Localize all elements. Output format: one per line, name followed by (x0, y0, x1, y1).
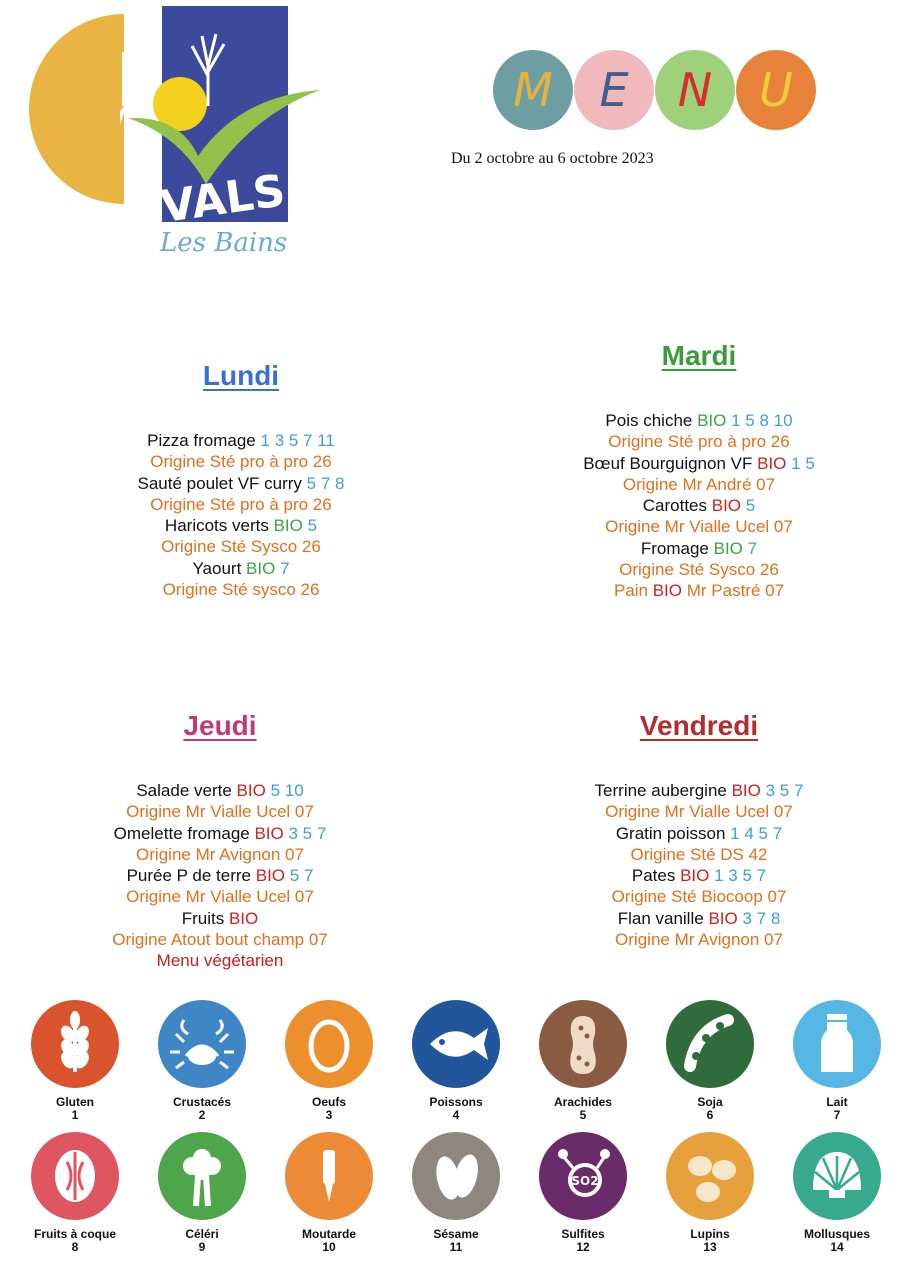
menu-letter-n (655, 50, 735, 130)
bio-badge: BIO (757, 453, 787, 473)
origin-text: Origine Mr Vialle Ucel 07 (126, 887, 314, 907)
fish-icon (412, 1000, 500, 1088)
allergen-item (20, 1000, 130, 1122)
menu-line (10, 844, 430, 865)
dish-name: Sauté poulet VF curry (137, 473, 302, 493)
soy-icon (666, 1000, 754, 1088)
dish-name: Fruits (181, 908, 225, 928)
allergen-item (147, 1000, 257, 1122)
dish-name: Pates (631, 866, 676, 886)
menu-line (10, 908, 430, 929)
dish-name: Gratin poisson (615, 823, 726, 843)
menu-line (489, 886, 905, 907)
date-range: Du 2 octobre au 6 octobre 2023 (451, 150, 654, 167)
origin-text: Origine Sté Biocoop 07 (611, 887, 787, 907)
allergen-number: 8 (71, 1240, 79, 1254)
menu-line (31, 558, 451, 579)
logo-text: VALS (157, 165, 289, 234)
menu-line (489, 780, 905, 801)
allergen-numbers: 5 (307, 516, 318, 536)
day-title: Vendredi (639, 710, 759, 741)
allergen-item (782, 1000, 892, 1122)
nut-icon (31, 1132, 119, 1220)
origin-text: Origine Mr Avignon 07 (615, 930, 783, 950)
allergen-numbers: 3 5 7 (288, 823, 327, 843)
origin-text: Origine Mr Avignon 07 (136, 844, 304, 864)
bio-badge: BIO (228, 908, 259, 928)
menu-line (489, 801, 905, 822)
allergen-name: Fruits à coque (33, 1227, 116, 1241)
allergen-item (401, 1000, 511, 1122)
allergen-item (274, 1000, 384, 1122)
crab-icon (158, 1000, 246, 1088)
menu-lines (10, 780, 430, 972)
menu-line (489, 538, 905, 559)
menu-line (489, 865, 905, 886)
menu-line (31, 494, 451, 515)
origin-text: Origine Sté pro à pro 26 (150, 494, 332, 514)
allergen-name: Moutarde (302, 1227, 356, 1241)
origin-text: Origine Mr Vialle Ucel 07 (126, 802, 314, 822)
allergen-numbers: 1 5 (791, 453, 815, 473)
dish-name: Terrine aubergine (594, 781, 727, 800)
bio-badge: BIO (236, 781, 266, 800)
allergen-number: 2 (198, 1108, 206, 1122)
menu-letter-u (736, 50, 816, 130)
origin-text: Mr Pastré 07 (686, 581, 785, 601)
origin-text: Origine Sté pro à pro 26 (608, 432, 790, 452)
menu-lines (31, 430, 451, 600)
allergen-name: Sésame (433, 1227, 479, 1241)
allergen-name: Gluten (56, 1095, 94, 1109)
menu-line (10, 865, 430, 886)
bio-badge: BIO (652, 581, 682, 601)
day-title: Lundi (202, 360, 280, 391)
origin-text: Origine Mr André 07 (622, 474, 776, 494)
menu-line (489, 431, 905, 452)
menu-letter: N (677, 63, 713, 117)
allergen-number: 3 (325, 1108, 333, 1122)
menu-line (10, 780, 430, 801)
menu-line (489, 474, 905, 495)
allergen-item (147, 1132, 257, 1254)
allergen-name: Lait (826, 1095, 848, 1109)
origin-text: Origine Sté pro à pro 26 (150, 452, 332, 472)
allergen-name: Soja (697, 1095, 723, 1109)
origin-text: Origine Sté Sysco 26 (161, 537, 321, 557)
dish-name: Yaourt (192, 558, 242, 578)
menu-line (10, 886, 430, 907)
plate-logo-icon (12, 14, 124, 204)
allergen-numbers: 5 10 (270, 781, 304, 800)
bio-badge: BIO (731, 781, 761, 800)
menu-letter: E (599, 63, 629, 117)
dish-name: Carottes (642, 496, 707, 516)
logo-subtitle: Les Bains (160, 228, 288, 258)
allergen-number: 6 (706, 1108, 714, 1122)
origin-text: Origine Sté sysco 26 (162, 580, 320, 600)
origin-text: Origine Sté DS 42 (630, 844, 768, 864)
bio-badge: BIO (697, 411, 727, 430)
allergen-numbers: 5 7 8 (306, 473, 345, 493)
allergen-number: 10 (322, 1240, 336, 1254)
dish-name: Haricots verts (164, 516, 269, 536)
vegetarian-note: Menu végétarien (156, 951, 284, 971)
dish-name: Pizza fromage (147, 431, 256, 450)
allergen-numbers: 1 3 5 7 (714, 866, 767, 886)
menu-letter: M (513, 63, 553, 117)
day-title: Mardi (661, 340, 737, 371)
mustard-icon (285, 1132, 373, 1220)
dish-name: Omelette fromage (113, 823, 250, 843)
allergen-number: 13 (703, 1240, 717, 1254)
allergen-number: 5 (579, 1108, 587, 1122)
day-mardi (489, 340, 905, 602)
allergen-number: 9 (198, 1240, 206, 1254)
menu-line (489, 453, 905, 474)
allergen-numbers: 3 5 7 (765, 781, 804, 800)
origin-text: Origine Mr Vialle Ucel 07 (605, 802, 793, 822)
menu-line (489, 908, 905, 929)
origin-text: Origine Atout bout champ 07 (112, 930, 328, 950)
dish-name: Pois chiche (605, 411, 693, 430)
allergen-number: 14 (830, 1240, 844, 1254)
allergen-numbers: 5 7 (289, 866, 314, 886)
peanut-icon (539, 1000, 627, 1088)
menu-line (31, 430, 451, 451)
allergen-item (528, 1000, 638, 1122)
dish-name: Bœuf Bourguignon VF (583, 453, 753, 473)
allergen-name: Crustacés (172, 1095, 232, 1109)
allergen-numbers: 1 4 5 7 (730, 823, 783, 843)
allergen-item (20, 1132, 130, 1254)
menu-line (489, 495, 905, 516)
allergen-number: 1 (71, 1108, 79, 1122)
bio-badge: BIO (254, 823, 284, 843)
bio-badge: BIO (711, 496, 742, 516)
allergen-number: 7 (833, 1108, 841, 1122)
allergen-name: Poissons (429, 1095, 483, 1109)
lupin-icon (666, 1132, 754, 1220)
menu-line (10, 823, 430, 844)
origin-text: Pain (613, 581, 648, 601)
allergen-item (528, 1132, 638, 1254)
origin-text: Origine Sté Sysco 26 (619, 560, 779, 580)
allergen-name: Arachides (553, 1095, 613, 1109)
allergen-name: Sulfites (561, 1227, 605, 1241)
allergen-numbers: 1 3 5 7 11 (260, 431, 335, 450)
sulfite-icon (539, 1132, 627, 1220)
menu-line (489, 580, 905, 601)
bio-badge: BIO (246, 558, 276, 578)
bio-badge: BIO (680, 866, 710, 886)
day-lundi (31, 360, 451, 600)
egg-icon (285, 1000, 373, 1088)
allergen-number: 12 (576, 1240, 590, 1254)
menu-letter-m (493, 50, 573, 130)
menu-line (489, 559, 905, 580)
menu-line (10, 801, 430, 822)
shell-icon (793, 1132, 881, 1220)
menu-line (31, 515, 451, 536)
allergen-numbers: 7 (747, 538, 758, 558)
menu-line (489, 823, 905, 844)
menu-lines (489, 780, 905, 950)
dish-name: Purée P de terre (126, 866, 252, 886)
allergen-item (655, 1132, 765, 1254)
allergen-item (782, 1132, 892, 1254)
menu-line (489, 929, 905, 950)
allergen-numbers: 3 7 8 (742, 908, 781, 928)
menu-line (489, 844, 905, 865)
dish-name: Flan vanille (617, 908, 704, 928)
svg-text:SO2: SO2 (571, 1174, 599, 1188)
day-title: Jeudi (183, 710, 257, 741)
vals-logo (120, 6, 330, 266)
allergen-name: Céléri (185, 1227, 219, 1241)
bio-badge: BIO (273, 516, 303, 536)
menu-line (10, 950, 430, 971)
sesame-icon (412, 1132, 500, 1220)
bio-badge: BIO (713, 538, 743, 558)
allergen-numbers: 5 (745, 496, 756, 516)
wheat-icon (31, 1000, 119, 1088)
menu-line (31, 579, 451, 600)
allergen-item (401, 1132, 511, 1254)
allergen-name: Oeufs (311, 1095, 346, 1109)
menu-line (489, 516, 905, 537)
menu-line (10, 929, 430, 950)
dish-name: Fromage (640, 538, 709, 558)
allergen-item (274, 1132, 384, 1254)
menu-letter: U (759, 63, 793, 117)
bio-badge: BIO (708, 908, 738, 928)
menu-line (489, 410, 905, 431)
celery-icon (158, 1132, 246, 1220)
dish-name: Salade verte (136, 781, 232, 800)
menu-line (31, 451, 451, 472)
allergen-item (655, 1000, 765, 1122)
allergen-name: Lupins (690, 1227, 730, 1241)
menu-letter-e (574, 50, 654, 130)
day-jeudi (10, 710, 430, 972)
menu-line (31, 536, 451, 557)
allergen-numbers: 7 (280, 558, 290, 578)
allergen-number: 11 (449, 1240, 463, 1254)
allergen-number: 4 (452, 1108, 460, 1122)
milk-icon (793, 1000, 881, 1088)
origin-text: Origine Mr Vialle Ucel 07 (605, 517, 793, 537)
menu-line (31, 473, 451, 494)
allergen-name: Mollusques (803, 1227, 870, 1241)
menu-lines (489, 410, 905, 602)
day-vendredi (489, 710, 905, 950)
bio-badge: BIO (255, 866, 286, 886)
allergen-numbers: 1 5 8 10 (731, 411, 793, 430)
